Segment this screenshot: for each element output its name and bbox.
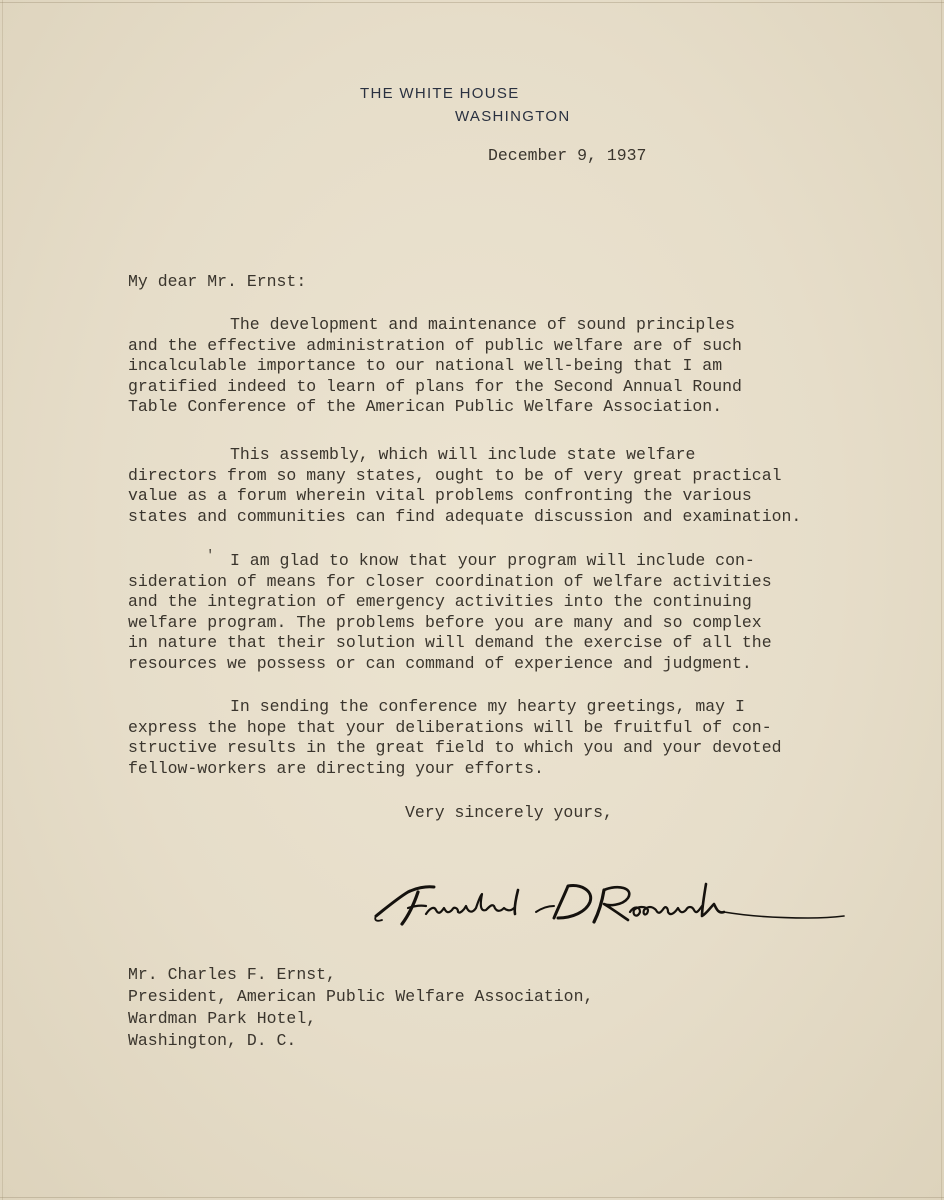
paragraph-line: I am glad to know that your program will include con-: [230, 551, 755, 570]
recipient-address: [128, 964, 593, 1052]
address-line: Mr. Charles F. Ernst,: [128, 965, 336, 984]
paragraph-4: [128, 697, 782, 779]
frame-edge-left: [2, 0, 3, 1200]
complimentary-close: Very sincerely yours,: [405, 803, 613, 822]
paragraph-line: incalculable importance to our national well-being that I am: [128, 356, 723, 376]
paragraph-line: in nature that their solution will demand the exercise of all the: [128, 633, 772, 653]
paragraph-line: and the integration of emergency activities into the continuing: [128, 592, 752, 612]
signature-drawing: [368, 868, 848, 948]
paragraph-1: [128, 315, 742, 418]
paragraph-line: and the effective administration of public welfare are of such: [128, 335, 742, 355]
paragraph-3: [128, 551, 772, 675]
paragraph-line: fellow-workers are directing your efforts.: [128, 758, 544, 778]
letter-date: December 9, 1937: [488, 146, 647, 165]
salutation: My dear Mr. Ernst:: [128, 272, 307, 291]
paragraph-line: welfare program. The problems before you are many and so complex: [128, 612, 762, 632]
paragraph-line: This assembly, which will include state welfare: [230, 445, 696, 464]
paragraph-line: directors from so many states, ought to be of very great practical: [128, 465, 782, 485]
paragraph-line: Table Conference of the American Public Welfare Association.: [128, 397, 723, 417]
signature: [368, 868, 848, 953]
paragraph-2: [128, 445, 801, 527]
paragraph-line: structive results in the great field to which you and your devoted: [128, 738, 782, 758]
paragraph-line: express the hope that your deliberations will be fruitful of con-: [128, 717, 772, 737]
paragraph-line: In sending the conference my hearty greetings, may I: [230, 697, 745, 716]
address-line: Washington, D. C.: [128, 1031, 297, 1050]
paragraph-line: value as a forum wherein vital problems confronting the various: [128, 486, 752, 506]
paragraph-line: gratified indeed to learn of plans for the Second Annual Round: [128, 376, 742, 396]
paragraph-line: states and communities can find adequate discussion and examination.: [128, 506, 802, 526]
paragraph-line: The development and maintenance of sound principles: [230, 315, 735, 334]
frame-edge-bottom: [0, 1197, 944, 1198]
address-line: Wardman Park Hotel,: [128, 1009, 317, 1028]
frame-edge-right: [941, 0, 942, 1200]
address-line: President, American Public Welfare Association,: [128, 987, 594, 1006]
letterhead-title: THE WHITE HOUSE: [360, 85, 520, 102]
letterhead-city: WASHINGTON: [455, 108, 571, 125]
paragraph-line: resources we possess or can command of experience and judgment.: [128, 653, 752, 673]
paragraph-line: sideration of means for closer coordination of welfare activities: [128, 571, 772, 591]
stray-typewriter-mark: ': [206, 548, 215, 564]
frame-edge-top: [0, 2, 944, 3]
